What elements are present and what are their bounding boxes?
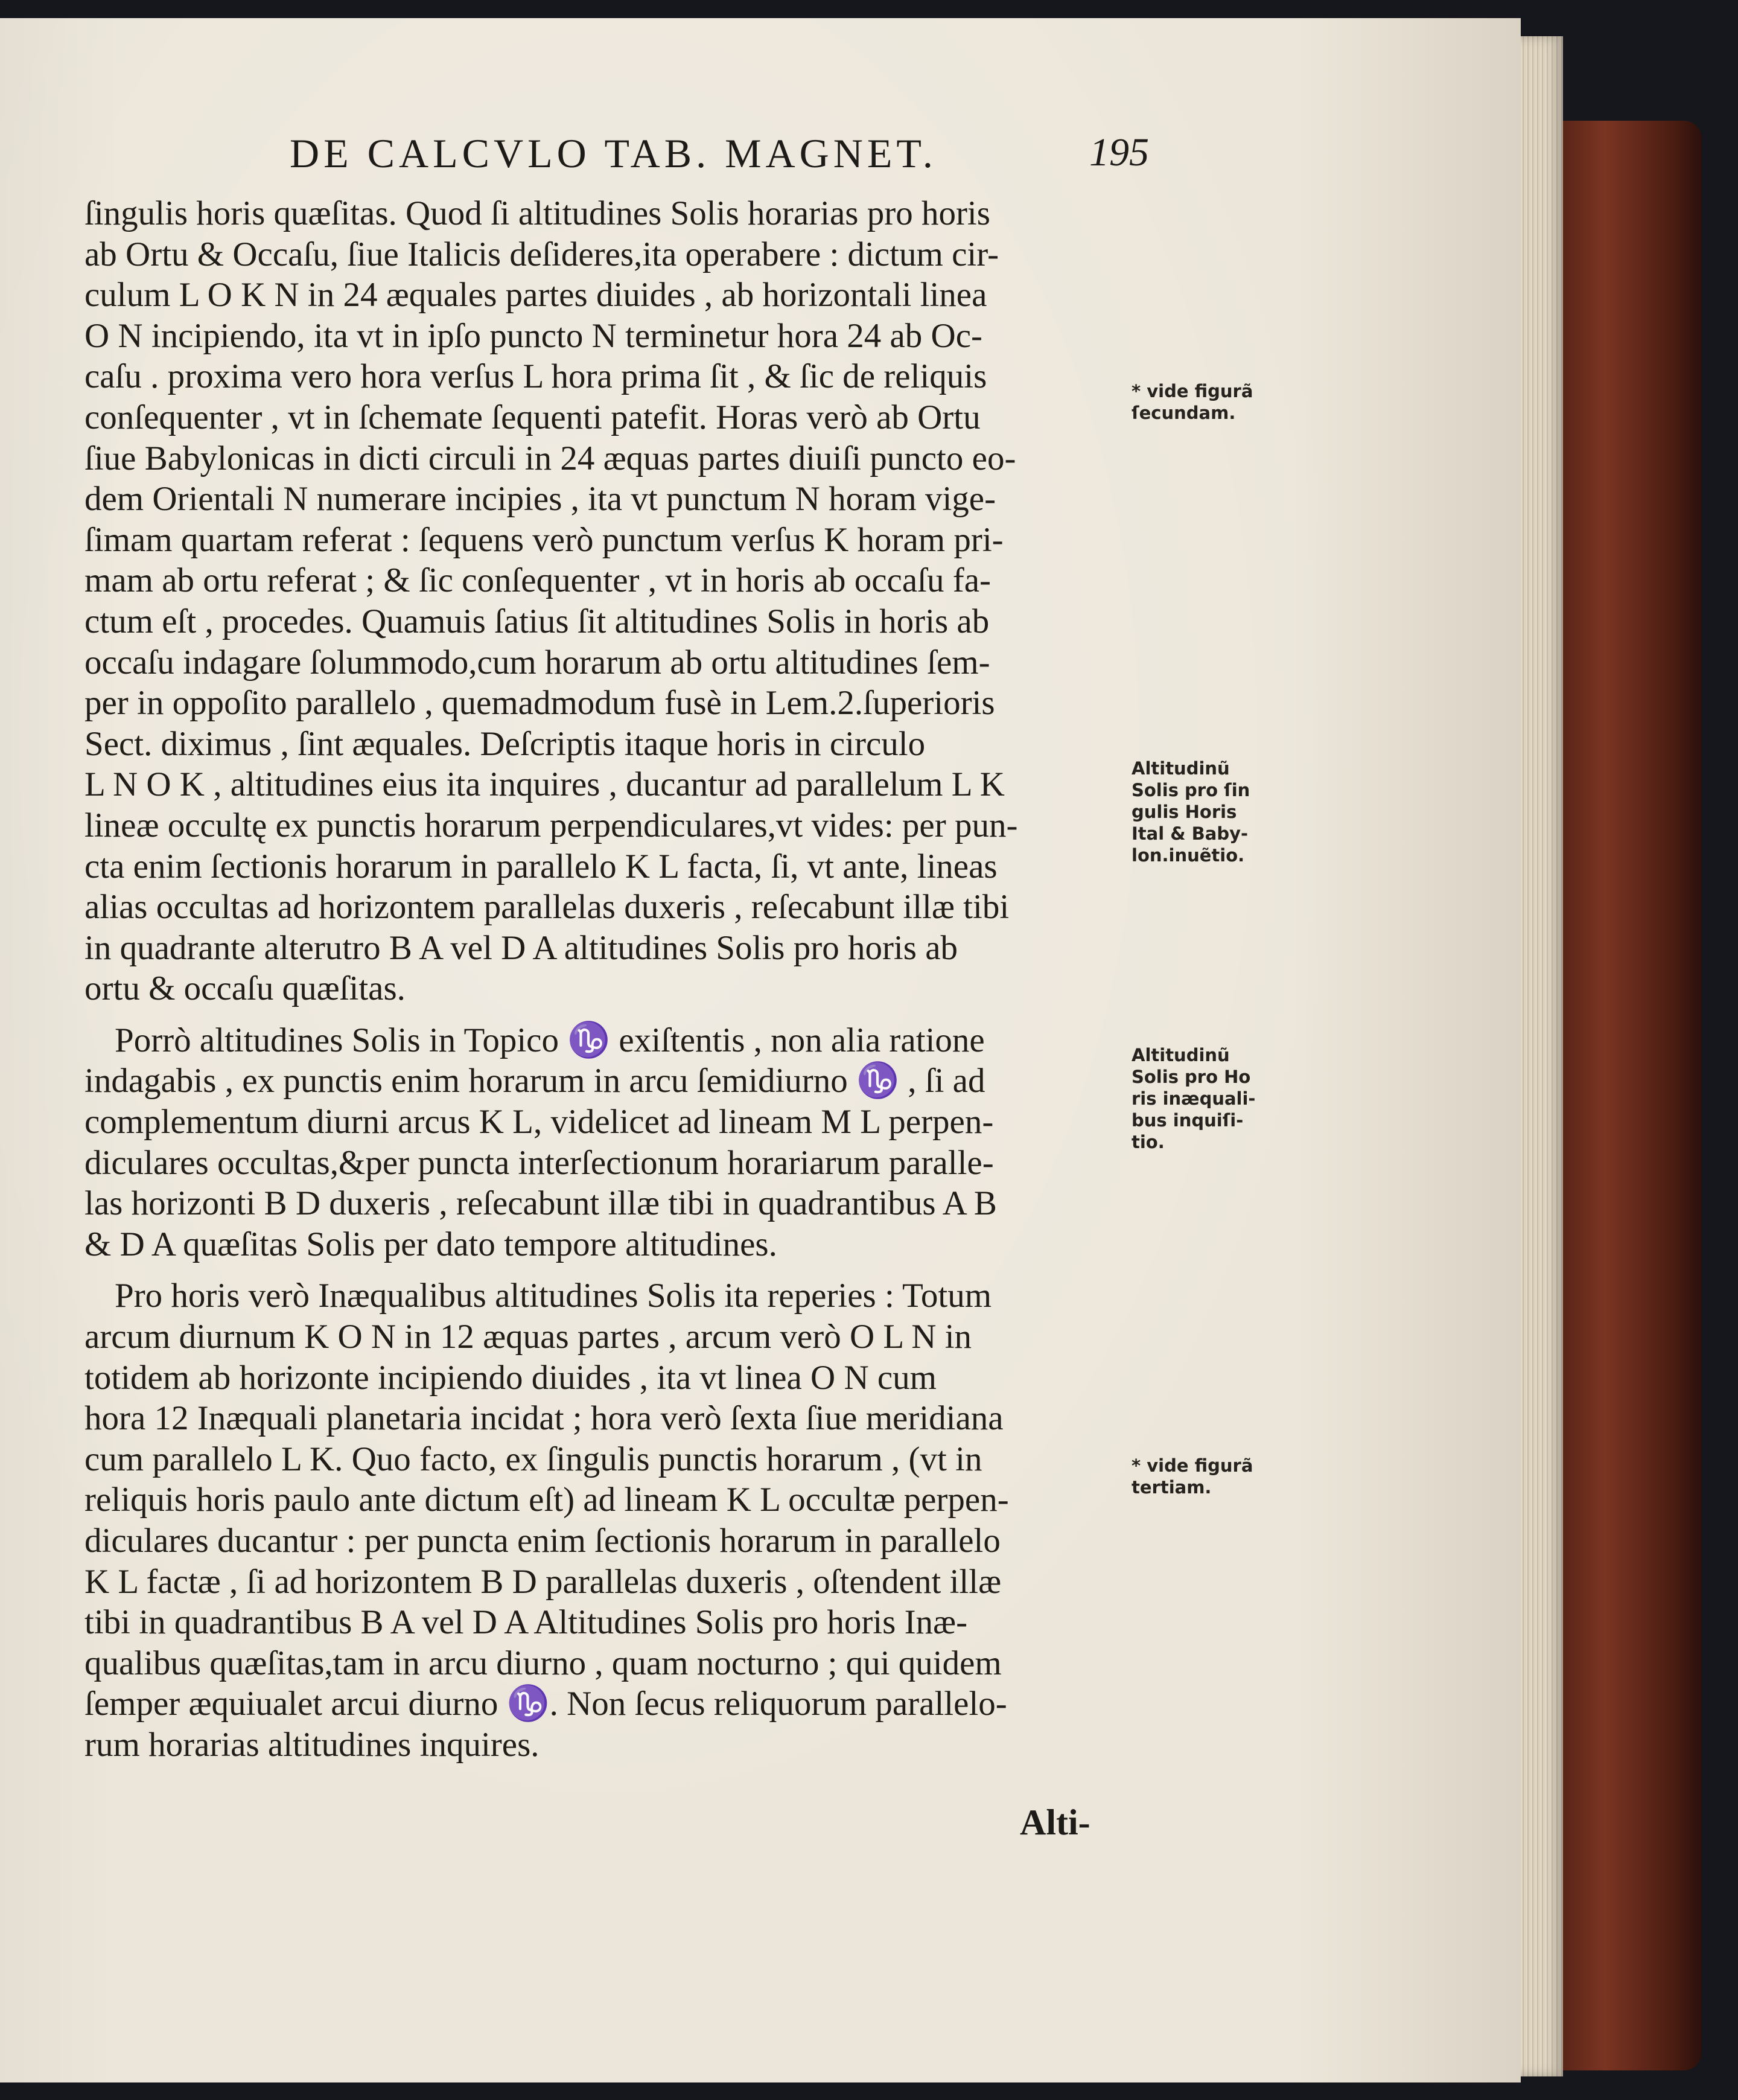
main-text <box>84 193 1147 1766</box>
paragraph-3 <box>84 1275 1147 1765</box>
marginal-note-2 <box>1132 758 1288 866</box>
text-line: arcum diurnum K O N in 12 æquas partes , arcum verò O L N in <box>84 1318 972 1356</box>
marginal-line: lon.inuẽtio. <box>1132 845 1245 866</box>
page-header <box>290 130 1165 177</box>
paragraph-2 <box>84 1020 1147 1265</box>
text-line: complementum diurni arcus K L, videlicet ad lineam M L perpen- <box>84 1103 994 1141</box>
text-line: L N O K , altitudines eius ita inquires , ducantur ad parallelum L K <box>84 765 1005 804</box>
text-line: caſu . proxima vero hora verſus L hora prima ſit , & ſic de reliquis <box>84 357 987 396</box>
text-line: lineæ occultę ex punctis horarum perpendiculares,vt vides: per pun- <box>84 806 1018 844</box>
marginal-note-4 <box>1132 1455 1288 1498</box>
marginal-line: ris inæquali- <box>1132 1088 1256 1109</box>
marginal-line: Altitudinũ <box>1132 1045 1230 1065</box>
paragraph-1 <box>84 193 1147 1009</box>
text-line: & D A quæſitas Solis per dato tempore altitudines. <box>84 1225 777 1263</box>
text-line: diculares occultas,&per puncta interſectionum horariarum paralle- <box>84 1143 994 1182</box>
marginal-line: Ital & Baby- <box>1132 823 1249 844</box>
text-line: totidem ab horizonte incipiendo diuides , ita vt linea O N cum <box>84 1358 937 1397</box>
marginal-line: * vide figurã <box>1132 1455 1253 1476</box>
marginal-line: gulis Horis <box>1132 802 1237 822</box>
text-line: ab Ortu & Occaſu, ſiue Italicis deſideres,ita operabere : dictum cir- <box>84 235 999 273</box>
text-line: qualibus quæſitas,tam in arcu diurno , quam nocturno ; qui quidem <box>84 1644 1002 1682</box>
text-line: in quadrante alterutro B A vel D A altitudines Solis pro horis ab <box>84 928 958 967</box>
text-line: cum parallelo L K. Quo facto, ex ſingulis punctis horarum , (vt in <box>84 1440 982 1478</box>
text-line: ſingulis horis quæſitas. Quod ſi altitudines Solis horarias pro horis <box>84 194 990 232</box>
marginal-line: bus inquiſi- <box>1132 1110 1244 1131</box>
marginal-note-3 <box>1132 1044 1288 1153</box>
marginal-line: tertiam. <box>1132 1477 1212 1498</box>
text-line: indagabis , ex punctis enim horarum in arcu ſemidiurno ♑ , ſi ad <box>84 1062 985 1100</box>
text-line: ſiue Babylonicas in dicti circuli in 24 æquas partes diuiſi puncto eo- <box>84 439 1016 477</box>
text-line: conſequenter , vt in ſchemate ſequenti patefit. Horas verò ab Ortu <box>84 398 981 436</box>
text-line: K L factæ , ſi ad horizontem B D parallelas duxeris , oſtendent illæ <box>84 1562 1002 1601</box>
text-line: culum L O K N in 24 æquales partes diuides , ab horizontali linea <box>84 276 987 314</box>
text-line: O N incipiendo, ita vt in ipſo puncto N terminetur hora 24 ab Oc- <box>84 316 982 355</box>
text-line: reliquis horis paulo ante dictum eſt) ad lineam K L occultæ perpen- <box>84 1481 1009 1519</box>
text-line: ortu & occaſu quæſitas. <box>84 969 406 1008</box>
text-line: tibi in quadrantibus B A vel D A Altitudines Solis pro horis Inæ- <box>84 1603 968 1642</box>
text-line: ſemper æquiualet arcui diurno ♑. Non ſecus reliquorum parallelo- <box>84 1685 1007 1723</box>
text-line: Pro horis verò Inæqualibus altitudines Solis ita reperies : Totum <box>115 1277 992 1315</box>
marginal-line: Solis pro ſin <box>1132 780 1250 800</box>
marginal-line: Altitudinũ <box>1132 758 1230 779</box>
text-line: occaſu indagare ſolummodo,cum horarum ab ortu altitudines ſem- <box>84 643 990 681</box>
text-line: dem Orientali N numerare incipies , ita vt punctum N horam vige- <box>84 480 996 519</box>
text-line: diculares ducantur : per puncta enim ſectionis horarum in parallelo <box>84 1522 1001 1560</box>
text-line: mam ab ortu referat ; & ſic conſequenter , vt in horis ab occaſu fa- <box>84 561 991 600</box>
page-number: 195 <box>1089 130 1149 174</box>
text-line: alias occultas ad horizontem parallelas duxeris , reſecabunt illæ tibi <box>84 888 1010 927</box>
text-line: ſimam quartam referat : ſequens verò punctum verſus K horam pri- <box>84 520 1004 559</box>
text-line: per in oppoſito parallelo , quemadmodum fusè in Lem.2.ſuperioris <box>84 684 995 723</box>
text-line: ctum eſt , procedes. Quamuis ſatius ſit altitudines Solis in horis ab <box>84 602 990 640</box>
text-line: hora 12 Inæquali planetaria incidat ; hora verò ſexta ſiue meridiana <box>84 1399 1004 1438</box>
text-line: Sect. diximus , ſint æquales. Deſcriptis itaque horis in circulo <box>84 724 926 763</box>
book-cover-edge <box>1563 121 1702 2070</box>
marginal-note-1 <box>1132 380 1288 424</box>
text-line: rum horarias altitudines inquires. <box>84 1725 540 1764</box>
marginal-line: Solis pro Ho <box>1132 1067 1251 1087</box>
text-line: las horizonti B D duxeris , reſecabunt illæ tibi in quadrantibus A B <box>84 1184 997 1223</box>
marginal-line: * vide figurã <box>1132 381 1253 401</box>
marginal-line: ſecundam. <box>1132 403 1236 423</box>
catchword: Alti- <box>1020 1802 1090 1842</box>
text-line: Porrò altitudines Solis in Topico ♑ exiſtentis , non alia ratione <box>115 1021 985 1059</box>
text-line: cta enim ſectionis horarum in parallelo K L facta, ſi, vt ante, lineas <box>84 847 998 886</box>
running-title: DE CALCVLO TAB. MAGNET. <box>290 130 937 176</box>
marginal-line: tio. <box>1132 1132 1165 1152</box>
